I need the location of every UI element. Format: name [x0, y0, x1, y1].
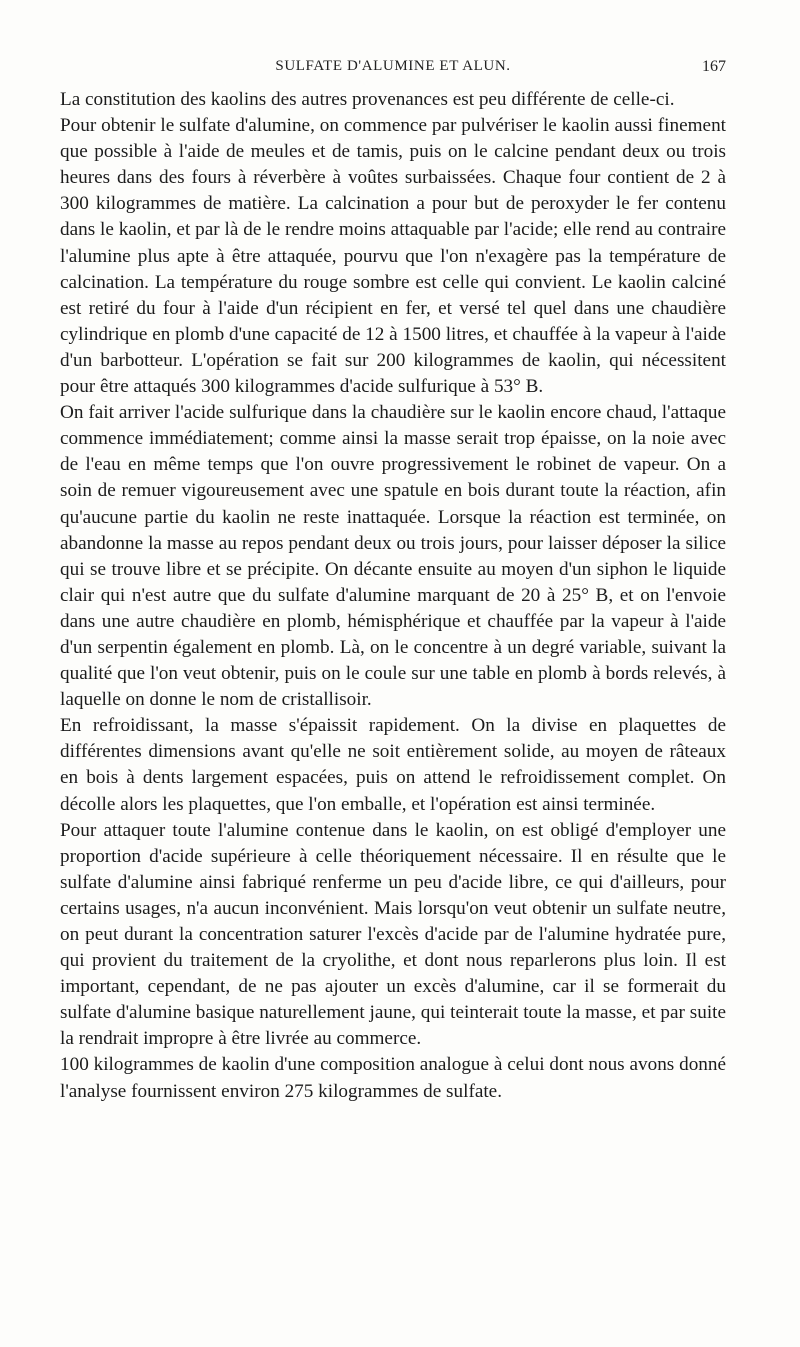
paragraph: La constitution des kaolins des autres provenances est peu différente de celle-ci.	[60, 89, 675, 110]
paragraph: 100 kilogrammes de kaolin d'une composition analogue à celui dont nous avons donné l'analyse fournissent environ 275 kilogrammes de sulfate.	[60, 1054, 726, 1102]
paragraph: On fait arriver l'acide sulfurique dans la chaudière sur le kaolin encore chaud, l'attaque commence immédiatement; comme ainsi la masse serait trop épaisse, on la noie avec de l'eau en même temps que l'on ouvre progressivement le robinet de vapeur. On a soin de remuer vigoureusement avec une spatule en bois durant toute la réaction, afin qu'aucune partie du kaolin ne reste inattaquée. Lorsque la réaction est terminée, on abandonne la masse au repos pendant deux ou trois jours, pour laisser déposer la silice qui se trouve libre et se précipite. On décante ensuite au moyen d'un siphon le liquide clair qui n'est autre que du sulfate d'alumine marquant de 20 à 25° B, et on l'envoie dans une autre chaudière en plomb, hémisphérique et chauffée par la vapeur à l'aide d'un serpentin également en plomb. Là, on le concentre à un degré variable, suivant la qualité que l'on veut obtenir, puis on le coule sur une table en plomb à bords relevés, à laquelle on donne le nom de cristallisoir.	[60, 402, 726, 711]
running-title: SULFATE D'ALUMINE ET ALUN.	[275, 58, 511, 74]
page-number: 167	[702, 58, 726, 75]
body-text	[60, 87, 726, 1105]
paragraph: Pour attaquer toute l'alumine contenue dans le kaolin, on est obligé d'employer une proportion d'acide supérieure à celle théoriquement nécessaire. Il en résulte que le sulfate d'alumine ainsi fabriqué renferme un peu d'acide libre, ce qui d'ailleurs, pour certains usages, n'a aucun inconvénient. Mais lorsqu'on veut obtenir un sulfate neutre, on peut durant la concentration saturer l'excès d'acide par de l'alumine hydratée pure, qui provient du traitement de la cryolithe, et dont nous reparlerons plus loin. Il est important, cependant, de ne pas ajouter un excès d'alumine, car il se formerait du sulfate d'alumine basique naturellement jaune, qui teinterait toute la masse, et par suite la rendrait impropre à être livrée au commerce.	[60, 819, 726, 1050]
paragraph: Pour obtenir le sulfate d'alumine, on commence par pulvériser le kaolin aussi finement que possible à l'aide de meules et de tamis, puis on le calcine pendant deux ou trois heures dans des fours à réverbère à voûtes surbaissées. Chaque four contient de 2 à 300 kilogrammes de matière. La calcination a pour but de peroxyder le fer contenu dans le kaolin, et par là de le rendre moins attaquable par l'acide; elle rend au contraire l'alumine plus apte à être attaquée, pourvu que l'on n'exagère pas la température de calcination. La température du rouge sombre est celle qui convient. Le kaolin calciné est retiré du four à l'aide d'un récipient en fer, et versé tel quel dans une chaudière cylindrique en plomb d'une capacité de 12 à 1500 litres, et chauffée à la vapeur à l'aide d'un barbotteur. L'opération se fait sur 200 kilogrammes de kaolin, qui nécessitent pour être attaqués 300 kilogrammes d'acide sulfurique à 53° B.	[60, 115, 726, 398]
paragraph: En refroidissant, la masse s'épaissit rapidement. On la divise en plaquettes de différentes dimensions avant qu'elle ne soit entièrement solide, au moyen de râteaux en bois à dents largement espacées, puis on attend le refroidissement complet. On décolle alors les plaquettes, que l'on emballe, et l'opération est ainsi terminée.	[60, 715, 726, 815]
running-head	[60, 58, 726, 82]
